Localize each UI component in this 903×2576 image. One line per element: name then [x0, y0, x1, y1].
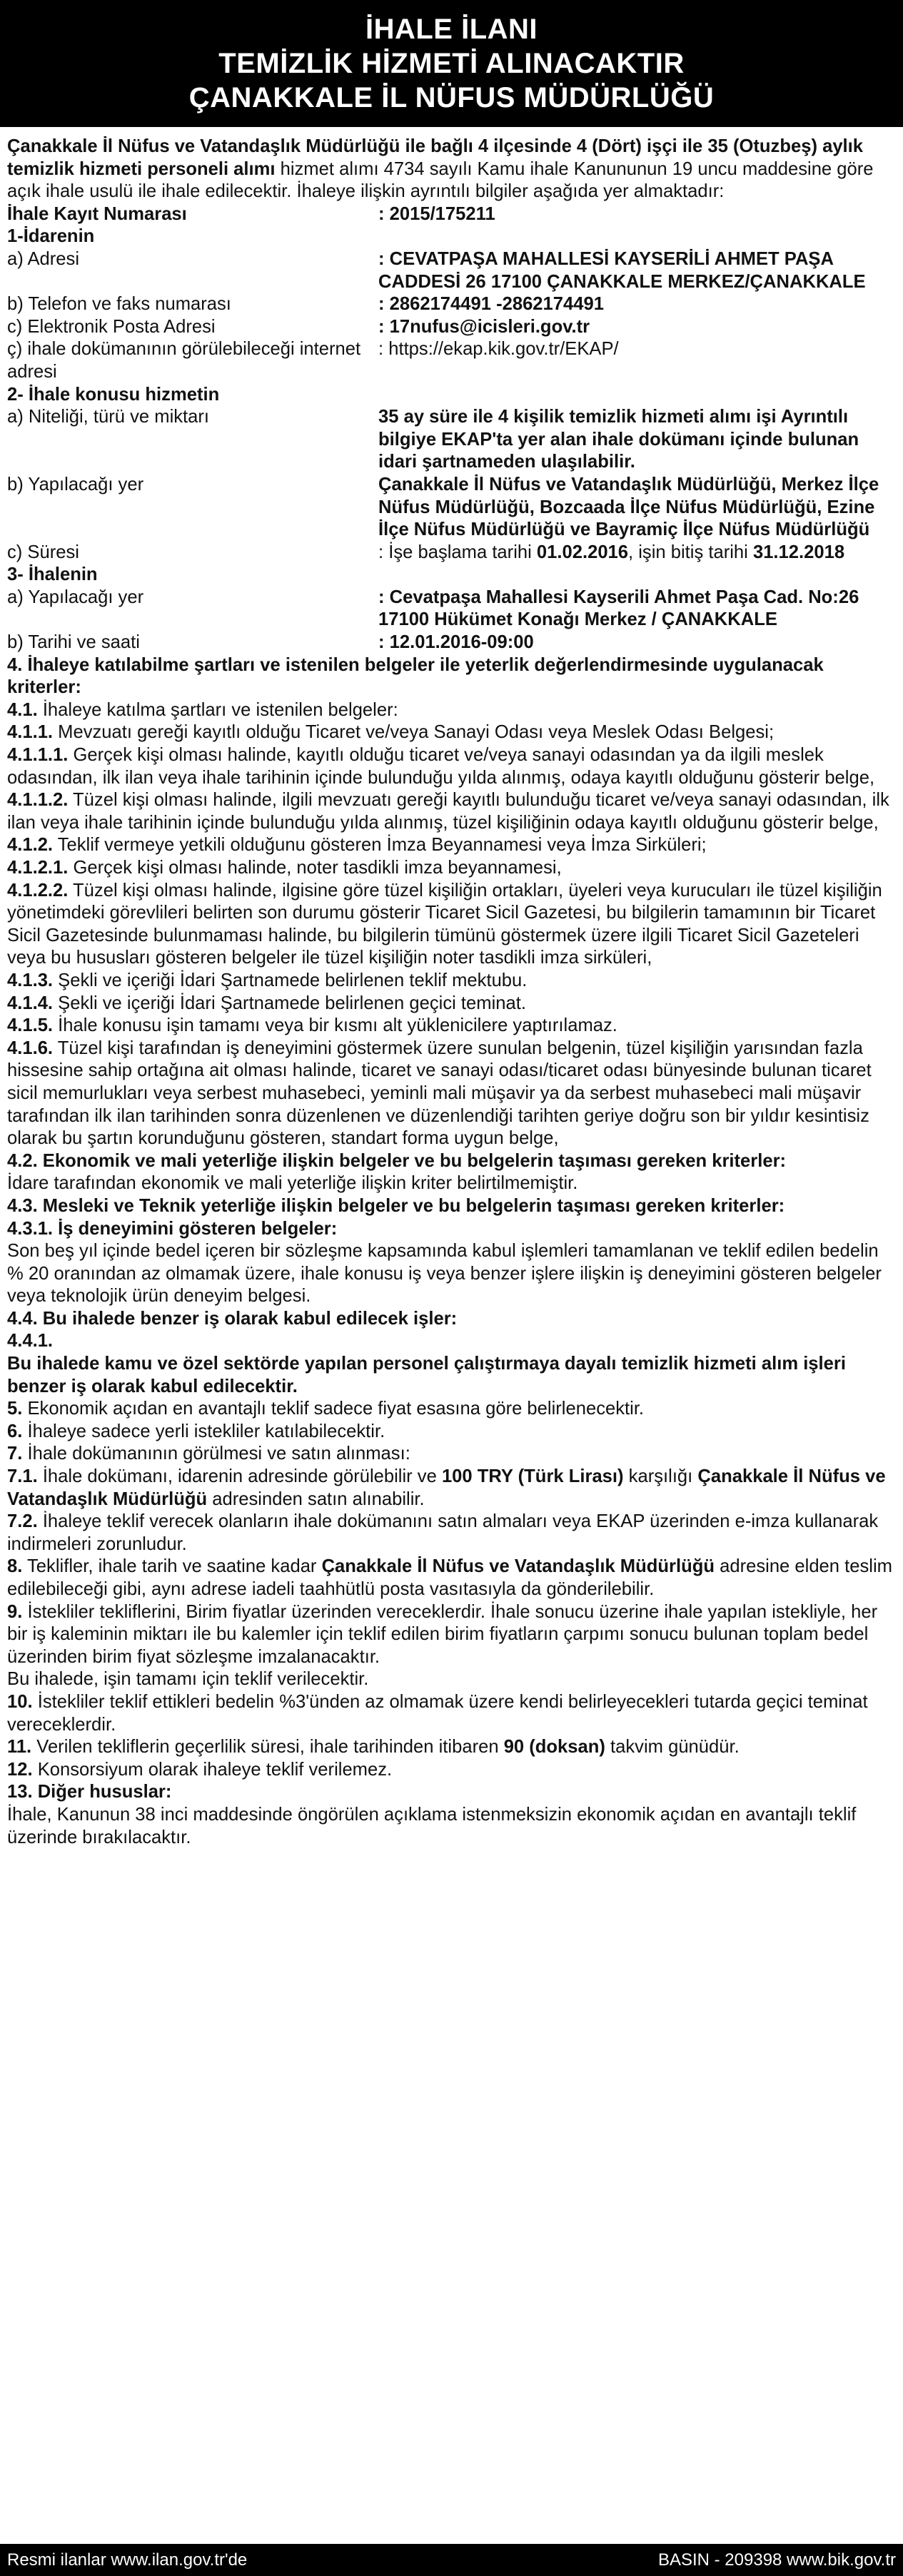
item-text: Teklif vermeye yetkili olduğunu gösteren İmza Beyannamesi veya İmza Sirküleri;: [53, 835, 707, 856]
footer-right-text: BASIN - 209398 www.bik.gov.tr: [657, 2550, 896, 2570]
item-4-1-1-2: [7, 789, 896, 834]
intro-bold: Çanakkale İl Nüfus ve Vatandaşlık Müdürlüğü ile bağlı 4 ilçesinde 4 (Dört) işçi ile 35 (Otuzbeş) aylık temizlik hizmeti personeli alımı: [7, 136, 864, 179]
item-number: 12.: [7, 1759, 33, 1780]
item-number: 4.1.2.: [7, 835, 54, 856]
announcement-header: [0, 0, 903, 127]
intro-text: hizmet alımı 4734 sayılı Kamu ihale Kanununun 19 uncu maddesine göre açık ihale usulü ile ihale edilecektir. İhaleye ilişkin ayrıntılı bilgiler aşağıda yer almaktadır:: [7, 158, 874, 202]
section-4-title: 4. İhaleye katılabilme şartları ve istenilen belgeler ile yeterlik değerlendirmesinde uygulanacak kriterler:: [7, 654, 824, 698]
service-nature-row: [7, 406, 896, 474]
item-text: takvim günüdür.: [605, 1737, 740, 1758]
item-4-1-6: [7, 1038, 896, 1150]
document-price: 100 TRY (Türk Lirası): [441, 1466, 624, 1487]
item-text: İstekliler tekliflerini, Birim fiyatlar üzerinden vereceklerdir. İhale sonucu üzerine ihale yapılan istekliyle, her bir iş kaleminin miktarı ile bu kalemler için teklif edilen birim fiyatların çarpımı sonucu bulunan toplam bedel üzerinden birim fiyat sözleşme imzalanacaktır.: [7, 1601, 878, 1667]
internet-label: ç) ihale dokümanının görülebileceği internet adresi: [7, 339, 361, 382]
item-9: [7, 1601, 896, 1669]
item-11: [7, 1736, 896, 1759]
item-text: karşılığı: [623, 1466, 698, 1487]
item-text: Gerçek kişi olması halinde, kayıtlı olduğu ticaret ve/veya sanayi odasından ya da ilgili meslek odasından, ilk ilan veya ihale tarihinin içinde bulunduğu yılda alınmış, odaya kayıtlı olduğunu gösterir belge,: [7, 745, 875, 788]
item-text: Verilen tekliflerin geçerlilik süresi, ihale tarihinden itibaren: [31, 1737, 504, 1758]
item-text: İhale konusu işin tamamı veya bir kısmı alt yüklenicilere yaptırılamaz.: [53, 1015, 617, 1036]
footer-left-text: Resmi ilanlar www.ilan.gov.tr'de: [7, 2550, 248, 2570]
item-number: 4.1.2.2.: [7, 880, 69, 901]
service-duration-row: [7, 542, 896, 564]
admin-address-value: : CEVATPAŞA MAHALLESİ KAYSERİLİ AHMET PAŞA CADDESİ 26 17100 ÇANAKKALE MERKEZ/ÇANAKKALE: [378, 248, 866, 292]
service-duration-value: [378, 542, 896, 564]
item-4-1-2-1: [7, 857, 896, 880]
item-6: [7, 1421, 896, 1444]
item-4-3-title: 4.3. Mesleki ve Teknik yeterliğe ilişkin belgeler ve bu belgelerin taşıması gereken kriterler:: [7, 1195, 785, 1216]
item-text: adresinden satın alınabilir.: [207, 1489, 425, 1509]
item-4-1-5: [7, 1015, 896, 1038]
item-7-1: [7, 1466, 896, 1511]
item-text: Şekli ve içeriği İdari Şartnamede belirlenen teklif mektubu.: [53, 970, 528, 990]
tender-date-row: [7, 632, 896, 654]
tender-date-label: b) Tarihi ve saati: [7, 632, 140, 653]
section-3-title: 3- İhalenin: [7, 564, 98, 585]
service-nature-label: a) Niteliği, türü ve miktarı: [7, 407, 210, 427]
item-text: İstekliler teklif ettikleri bedelin %3'ünden az olmamak üzere kendi belirleyecekleri tutarda geçici teminat vereceklerdir.: [7, 1691, 868, 1735]
item-number: 7.: [7, 1444, 23, 1464]
phone-value: : 2862174491 -2862174491: [378, 294, 604, 315]
item-7-2: [7, 1511, 896, 1556]
item-10: [7, 1691, 896, 1736]
item-text: Konsorsiyum olarak ihaleye teklif verilemez.: [32, 1759, 393, 1780]
phone-label: b) Telefon ve faks numarası: [7, 294, 231, 315]
duration-start-text: : İşe başlama tarihi: [378, 542, 537, 562]
announcement-body: [7, 136, 896, 1849]
item-number: 5.: [7, 1399, 23, 1419]
registration-value: : 2015/175211: [378, 203, 495, 224]
service-place-label: b) Yapılacağı yer: [7, 474, 144, 495]
item-number: 4.1.4.: [7, 993, 54, 1013]
item-4-1-2-2: [7, 880, 896, 970]
item-text: İhale dokümanının görülmesi ve satın alınması:: [22, 1444, 410, 1464]
item-4-1-3: [7, 970, 896, 993]
duration-end-text: , işin bitiş tarihi: [628, 542, 753, 562]
internet-link[interactable]: : https://ekap.kik.gov.tr/EKAP/: [378, 339, 619, 360]
email-value: : 17nufus@icisleri.gov.tr: [378, 316, 590, 337]
item-text: Mevzuatı gereği kayıtlı olduğu Ticaret ve/veya Sanayi Odası veya Meslek Odası Belgesi;: [53, 722, 775, 743]
item-text: Tüzel kişi olması halinde, ilgisine göre tüzel kişiliğin ortakları, üyeleri veya kurucuları ile tüzel kişiliğin yönetimdeki görevlileri belirten son durumu gösterir Ticaret Sicil Gazetesi, bu bilgilerin tamamının bir Ticaret Sicil Gazetesinde bulunmaması halinde, bu bilgilerin tümünü göstermek üzere ilgili Ticaret Sicil Gazeteleri veya bu hususları gösteren belgeler ile tüzel kişiliğin noter tasdikli imza sirküleri,: [7, 880, 882, 968]
admin-address-row: [7, 248, 896, 293]
item-12: [7, 1759, 896, 1782]
item-4-4-1-text: Bu ihalede kamu ve özel sektörde yapılan personel çalıştırmaya dayalı temizlik hizmeti alım işleri benzer iş olarak kabul edilecektir.: [7, 1354, 846, 1396]
item-number: 6.: [7, 1421, 23, 1441]
header-title: İHALE İLANI: [365, 14, 538, 45]
submission-place: Çanakkale İl Nüfus ve Vatandaşlık Müdürlüğü: [321, 1556, 715, 1577]
item-4-1-1: [7, 721, 896, 744]
item-text: Gerçek kişi olması halinde, noter tasdikli imza beyannamesi,: [68, 858, 562, 878]
registration-row: [7, 203, 896, 226]
header-organization: ÇANAKKALE İL NÜFUS MÜDÜRLÜĞÜ: [188, 82, 715, 113]
item-4-4-1-number: 4.4.1.: [7, 1331, 54, 1352]
item-number: 4.1.1.: [7, 722, 54, 743]
item-text: İhaleye sadece yerli istekliler katılabilecektir.: [22, 1421, 385, 1441]
section-2-title: 2- İhale konusu hizmetin: [7, 384, 220, 405]
intro-paragraph: [7, 136, 896, 203]
purchase-place: Çanakkale İl Nüfus ve Vatandaşlık Müdürlüğü: [7, 1466, 886, 1509]
item-number: 11.: [7, 1737, 32, 1758]
service-place-row: [7, 474, 896, 542]
item-4-1-4: [7, 993, 896, 1015]
item-text: Teklifler, ihale tarih ve saatine kadar: [22, 1556, 322, 1577]
item-number: 4.1.: [7, 699, 38, 720]
email-row: [7, 316, 896, 339]
service-place-value: Çanakkale İl Nüfus ve Vatandaşlık Müdürlüğü, Merkez İlçe Nüfus Müdürlüğü, Bozcaada İlçe Nüfus Müdürlüğü, Ezine İlçe Nüfus Müdürlüğü ve Bayramiç İlçe Nüfus Müdürlüğü: [378, 474, 879, 540]
tender-place-value: : Cevatpaşa Mahallesi Kayserili Ahmet Paşa Cad. No:26 17100 Hükümet Konağı Merkez / ÇANAKKALE: [378, 587, 859, 630]
email-label: c) Elektronik Posta Adresi: [7, 316, 216, 337]
item-number: 7.1.: [7, 1466, 38, 1487]
item-number: 9.: [7, 1601, 23, 1622]
item-4-2-text: İdare tarafından ekonomik ve mali yeterliğe ilişkin kriter belirtilmemiştir.: [7, 1173, 578, 1194]
item-number: 4.1.3.: [7, 970, 54, 990]
item-number: 4.1.1.1.: [7, 745, 69, 766]
section-1-title: 1-İdarenin: [7, 226, 95, 247]
item-13-title: 13. Diğer hususlar:: [7, 1782, 172, 1802]
internet-row: [7, 338, 896, 383]
item-number: 4.1.5.: [7, 1015, 54, 1036]
item-4-1-1-1: [7, 744, 896, 789]
item-text: Tüzel kişi tarafından iş deneyimini göstermek üzere sunulan belgenin, tüzel kişiliğin yarısından fazla hissesine sahip ortağına ait olması halinde, ticaret ve sanayi odası/ticaret odası bünyesinde bulunan ticaret sicil memurlukları veya serbest muhasebeci, yeminli mali müşavir ya da serbest muhasebeci mali müşavir tarafından ilk ilan tarihinden sonra düzenlenen ve düzenlendiği tarihten geriye doğru son bir yıldır kesintisiz olarak bu şartın korunduğunu gösteren, standart forma uygun belge,: [7, 1038, 872, 1149]
item-8: [7, 1556, 896, 1601]
item-text: Ekonomik açıdan en avantajlı teklif sadece fiyat esasına göre belirlenecektir.: [22, 1399, 645, 1419]
registration-label: İhale Kayıt Numarası: [7, 203, 187, 224]
validity-days: 90 (doksan): [503, 1737, 605, 1758]
item-number: 4.1.6.: [7, 1038, 54, 1058]
item-5: [7, 1398, 896, 1421]
tender-place-row: [7, 587, 896, 632]
item-number: 4.1.1.2.: [7, 790, 69, 811]
service-nature-value: 35 ay süre ile 4 kişilik temizlik hizmeti alımı işi Ayrıntılı bilgiye EKAP'ta yer alan ihale dokümanı içinde bulunan idari şartnameden ulaşılabilir.: [378, 407, 859, 472]
item-4-4-title: 4.4. Bu ihalede benzer iş olarak kabul edilecek işler:: [7, 1308, 458, 1329]
item-4-3-1-text: Son beş yıl içinde bedel içeren bir sözleşme kapsamında kabul işlemleri tamamlanan ve teklif edilen bedelin % 20 oranından az olmamak üzere, ihale konusu iş veya benzer işlere ilişkin iş deneyimini gösteren belgeler veya teknolojik ürün deneyim belgesi.: [7, 1241, 882, 1307]
service-duration-label: c) Süresi: [7, 542, 79, 562]
item-text: Şekli ve içeriği İdari Şartnamede belirlenen geçici teminat.: [53, 993, 526, 1013]
admin-address-label: a) Adresi: [7, 248, 79, 269]
phone-row: [7, 293, 896, 316]
item-4-1: [7, 699, 896, 722]
item-number: 10.: [7, 1691, 33, 1712]
duration-start-date: 01.02.2016: [536, 542, 629, 562]
duration-end-date: 31.12.2018: [752, 542, 845, 562]
header-subtitle: TEMİZLİK HİZMETİ ALINACAKTIR: [218, 48, 685, 79]
item-4-3-1-title: 4.3.1. İş deneyimini gösteren belgeler:: [7, 1218, 338, 1239]
tender-date-value: : 12.01.2016-09:00: [378, 632, 534, 653]
item-13-text: İhale, Kanunun 38 inci maddesinde öngörülen açıklama istenmeksizin ekonomik açıdan en avantajlı teklif üzerinde bırakılacaktır.: [7, 1804, 857, 1847]
item-4-1-2: [7, 834, 896, 857]
item-text: adresine elden teslim edilebileceği gibi, aynı adrese iadeli taahhütlü posta vasıtasıyla da gönderilebilir.: [7, 1556, 892, 1599]
item-text: Tüzel kişi olması halinde, ilgili mevzuatı gereği kayıtlı bulunduğu ticaret ve/veya sanayi odasından, ilk ilan veya ihale tarihinin içinde bulunduğu yılda alınmış, tüzel kişiliğinin odaya kayıtlı olduğunu gösterir belge,: [7, 790, 889, 833]
item-text: İhaleye katılma şartları ve istenilen belgeler:: [37, 699, 398, 720]
item-text: İhaleye teklif verecek olanların ihale dokümanını satın almaları veya EKAP üzerinden e-imza kullanarak indirmeleri zorunludur.: [7, 1511, 879, 1554]
item-number: 4.1.2.1.: [7, 858, 69, 878]
item-number: 8.: [7, 1556, 23, 1577]
announcement-footer: [0, 2544, 903, 2576]
item-9-note: Bu ihalede, işin tamamı için teklif verilecektir.: [7, 1669, 369, 1690]
item-7: [7, 1443, 896, 1466]
item-4-2-title: 4.2. Ekonomik ve mali yeterliğe ilişkin belgeler ve bu belgelerin taşıması gereken kriterler:: [7, 1150, 787, 1171]
tender-place-label: a) Yapılacağı yer: [7, 587, 144, 607]
item-text: İhale dokümanı, idarenin adresinde görülebilir ve: [37, 1466, 442, 1487]
item-number: 7.2.: [7, 1511, 38, 1532]
